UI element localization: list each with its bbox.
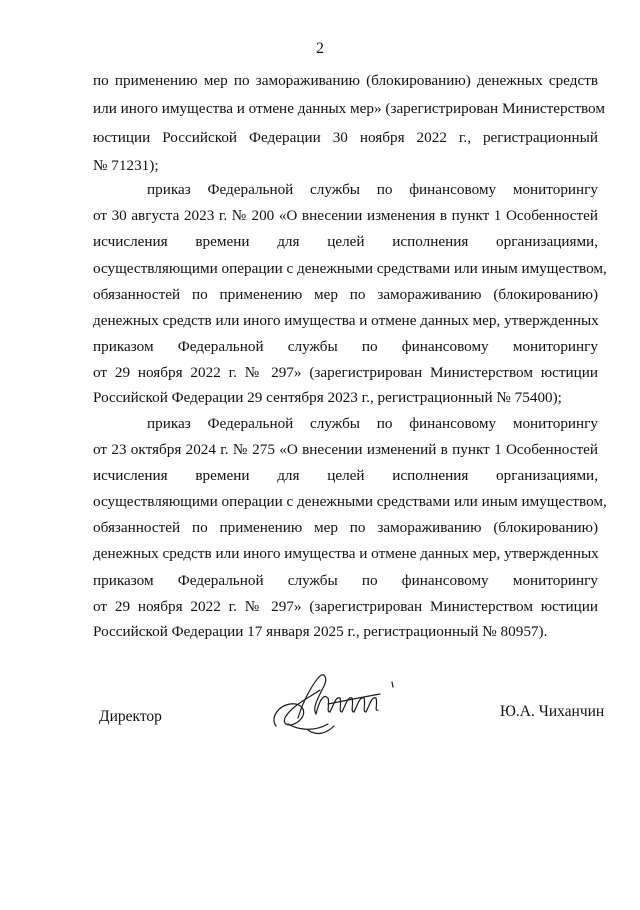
text-line: от 29 ноября 2022 г. № 297» (зарегистрирован Министерством юстиции xyxy=(93,364,598,381)
text-line: денежных средств или иного имущества и отмене данных мер, утвержденных xyxy=(93,545,599,562)
text-line: от 23 октября 2024 г. № 275 «О внесении изменений в пункт 1 Особенностей xyxy=(93,441,598,458)
signatory-title: Директор xyxy=(99,708,162,725)
text-line: Российской Федерации 29 сентября 2023 г., регистрационный № 75400); xyxy=(93,389,562,406)
text-line: приказ Федеральной службы по финансовому мониторингу xyxy=(147,181,598,198)
text-line: осуществляющими операции с денежными средствами или иным имуществом, xyxy=(93,260,607,277)
handwritten-signature xyxy=(268,668,413,743)
text-line: или иного имущества и отмене данных мер» (зарегистрирован Министерством xyxy=(93,100,605,117)
text-line: приказ Федеральной службы по финансовому мониторингу xyxy=(147,415,598,432)
text-line: Российской Федерации 17 января 2025 г., регистрационный № 80957). xyxy=(93,623,548,640)
signatory-name: Ю.А. Чиханчин xyxy=(500,703,605,720)
text-line: приказом Федеральной службы по финансовому мониторингу xyxy=(93,572,598,589)
text-line: юстиции Российской Федерации 30 ноября 2022 г., регистрационный xyxy=(93,129,598,146)
text-line: № 71231); xyxy=(93,157,159,174)
text-line: исчисления времени для целей исполнения организациями, xyxy=(93,467,598,484)
text-line: обязанностей по применению мер по замораживанию (блокированию) xyxy=(93,286,598,303)
text-line: приказом Федеральной службы по финансовому мониторингу xyxy=(93,338,598,355)
text-line: осуществляющими операции с денежными средствами или иным имуществом, xyxy=(93,493,607,510)
text-line: денежных средств или иного имущества и отмене данных мер, утвержденных xyxy=(93,312,599,329)
text-line: по применению мер по замораживанию (блокированию) денежных средств xyxy=(93,72,598,89)
text-line: от 29 ноября 2022 г. № 297» (зарегистрирован Министерством юстиции xyxy=(93,598,598,615)
text-line: от 30 августа 2023 г. № 200 «О внесении изменения в пункт 1 Особенностей xyxy=(93,207,598,224)
text-line: исчисления времени для целей исполнения организациями, xyxy=(93,233,598,250)
page-number: 2 xyxy=(316,40,324,57)
text-line: обязанностей по применению мер по замораживанию (блокированию) xyxy=(93,519,598,536)
